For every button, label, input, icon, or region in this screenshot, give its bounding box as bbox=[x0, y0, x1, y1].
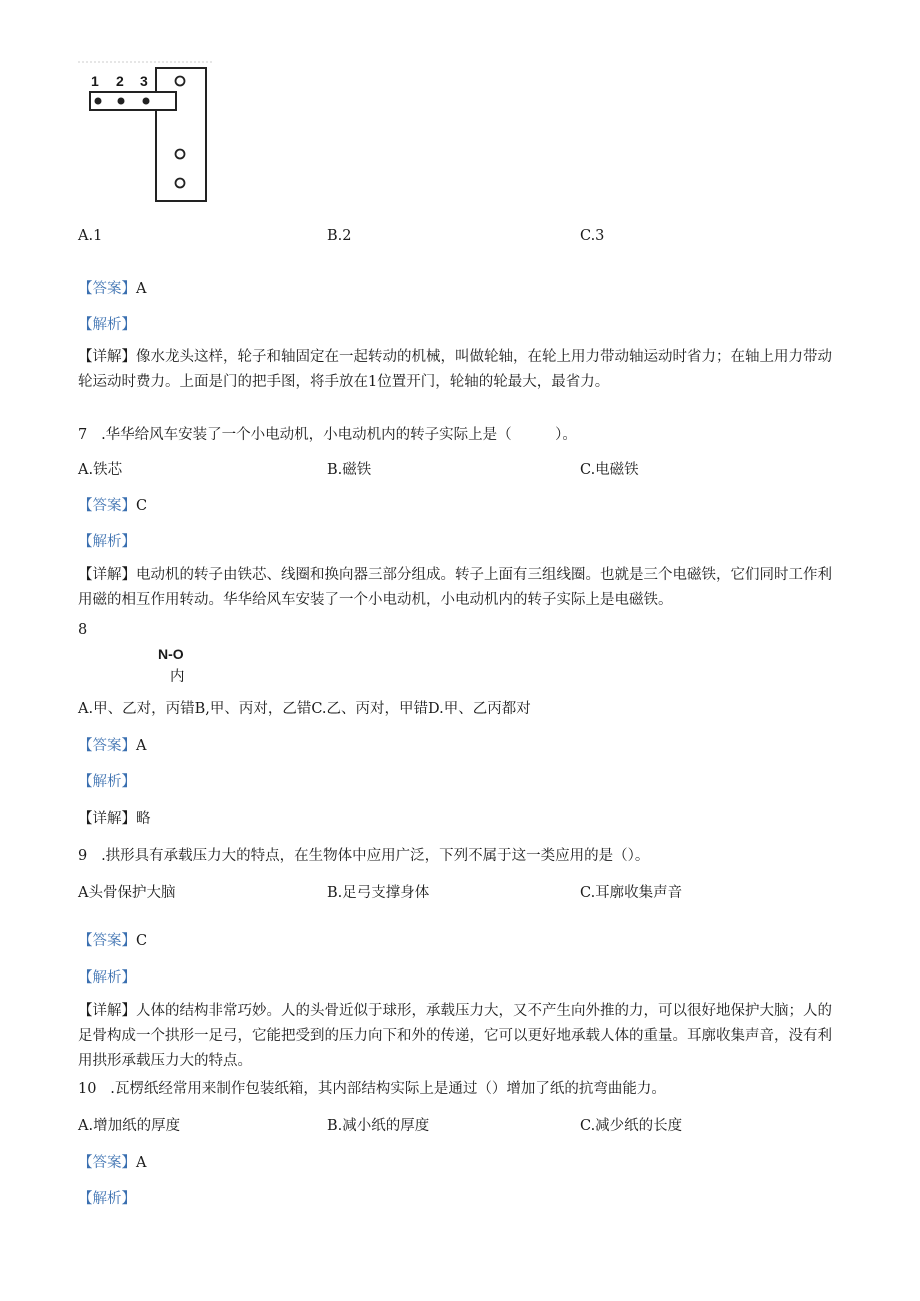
q8-figure-label: N-O bbox=[158, 646, 184, 662]
answer-value: A bbox=[136, 281, 147, 297]
detail-text: 略 bbox=[136, 811, 151, 827]
q8-options: A.甲、乙对，丙错B,甲、丙对，乙错C.乙、丙对，甲错D.甲、乙丙都对 bbox=[78, 701, 531, 717]
q6-option-c: C.3 bbox=[580, 228, 605, 244]
q7-option-b: B.磁铁 bbox=[327, 462, 372, 478]
q10-option-a: A.增加纸的厚度 bbox=[78, 1118, 181, 1134]
q7-analysis-tag: 【解析】 bbox=[78, 534, 136, 550]
q6-analysis-tag: 【解析】 bbox=[78, 317, 136, 333]
question-text: .瓦楞纸经常用来制作包装纸箱，其内部结构实际上是通过（）增加了纸的抗弯曲能力。 bbox=[110, 1081, 666, 1097]
answer-tag: 【答案】 bbox=[78, 933, 136, 949]
door-handle-figure bbox=[78, 60, 218, 205]
q8-analysis-tag: 【解析】 bbox=[78, 774, 136, 790]
q8-figure-sub: 内 bbox=[170, 669, 185, 685]
q7-option-c: C.电磁铁 bbox=[580, 462, 639, 478]
q10-option-b: B.减小纸的厚度 bbox=[327, 1118, 430, 1134]
detail-tag: 【详解】 bbox=[78, 1003, 136, 1019]
answer-value: A bbox=[136, 738, 147, 754]
answer-value: C bbox=[136, 933, 148, 949]
q8-number: 8 bbox=[78, 622, 88, 638]
detail-text: 人体的结构非常巧妙。人的头骨近似于球形，承载压力大，又不产生向外推的力，可以很好地保护大脑；人的足骨构成一个拱形一足弓，它能把受到的压力向下和外的传递，它可以更好地承载人体的重量。耳廓收集声音，没有利用拱形承载压力大的特点。 bbox=[78, 1003, 832, 1069]
detail-tag: 【详解】 bbox=[78, 349, 136, 365]
figure-label-1: 1 bbox=[91, 73, 99, 89]
answer-value: A bbox=[136, 1155, 147, 1171]
q6-option-a: A.1 bbox=[78, 228, 103, 244]
answer-tag: 【答案】 bbox=[78, 281, 136, 297]
q10-question bbox=[78, 1077, 666, 1098]
q10-answer bbox=[78, 1151, 146, 1172]
q6-option-b: B.2 bbox=[327, 228, 352, 244]
q9-analysis-tag: 【解析】 bbox=[78, 970, 136, 986]
q7-question bbox=[78, 423, 577, 444]
q8-detail bbox=[78, 807, 151, 828]
q6-answer bbox=[78, 277, 146, 298]
detail-text: 像水龙头这样，轮子和轴固定在一起转动的机械，叫做轮轴，在轮上用力带动轴运动时省力；在轴上用力带动轮运动时费力。上面是门的把手图，将手放在1位置开门，轮轴的轮最大，最省力。 bbox=[78, 349, 832, 390]
q9-answer bbox=[78, 929, 147, 950]
question-number: 9 bbox=[78, 848, 88, 864]
detail-tag: 【详解】 bbox=[78, 811, 136, 827]
answer-value: C bbox=[136, 498, 148, 514]
question-number: 7 bbox=[78, 427, 88, 443]
answer-tag: 【答案】 bbox=[78, 738, 136, 754]
q10-option-c: C.减少纸的长度 bbox=[580, 1118, 683, 1134]
q9-option-a: A头骨保护大脑 bbox=[78, 885, 176, 901]
answer-tag: 【答案】 bbox=[78, 498, 136, 514]
q9-question bbox=[78, 844, 649, 865]
q9-option-b: B.足弓支撑身体 bbox=[327, 885, 430, 901]
q7-option-a: A.铁芯 bbox=[78, 462, 123, 478]
q8-answer bbox=[78, 734, 146, 755]
q9-option-c: C.耳廓收集声音 bbox=[580, 885, 683, 901]
question-text: .拱形具有承载压力大的特点，在生物体中应用广泛，下列不属于这一类应用的是（）。 bbox=[101, 848, 650, 864]
question-text: .华华给风车安装了一个小电动机，小电动机内的转子实际上是（ ）。 bbox=[101, 427, 577, 443]
q7-answer bbox=[78, 494, 147, 515]
detail-tag: 【详解】 bbox=[78, 567, 136, 583]
door-handle-diagram bbox=[78, 60, 218, 205]
figure-label-3: 3 bbox=[140, 73, 148, 89]
q7-detail bbox=[78, 563, 842, 613]
q9-detail bbox=[78, 999, 842, 1074]
q6-detail bbox=[78, 345, 842, 395]
figure-label-2: 2 bbox=[116, 73, 124, 89]
q10-analysis-tag: 【解析】 bbox=[78, 1191, 136, 1207]
answer-tag: 【答案】 bbox=[78, 1155, 136, 1171]
detail-text: 电动机的转子由铁芯、线圈和换向器三部分组成。转子上面有三组线圈。也就是三个电磁铁，它们同时工作利用磁的相互作用转动。华华给风车安装了一个小电动机，小电动机内的转子实际上是电磁铁。 bbox=[78, 567, 832, 608]
question-number: 10 bbox=[78, 1081, 97, 1097]
